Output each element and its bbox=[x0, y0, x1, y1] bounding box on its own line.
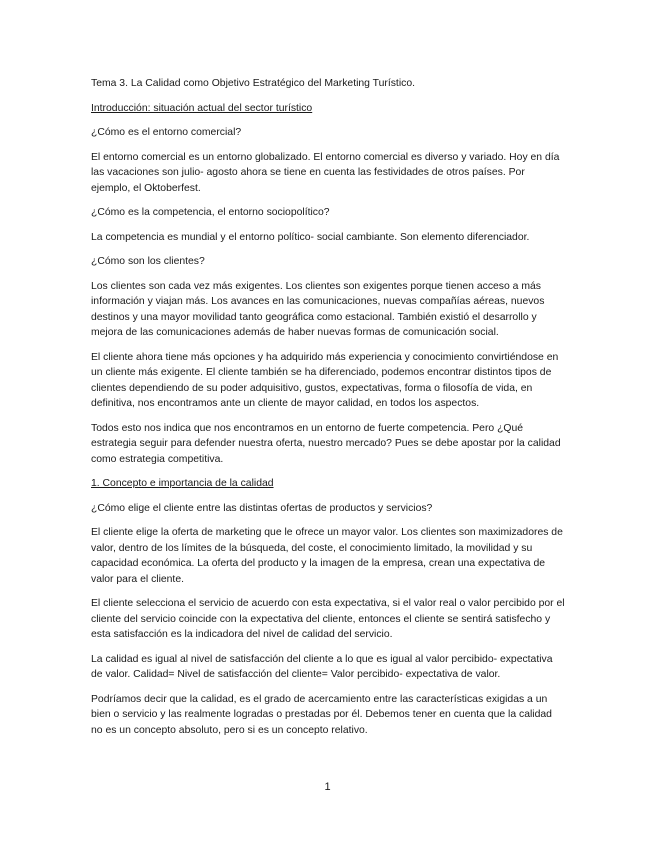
paragraph: La competencia es mundial y el entorno político- social cambiante. Son elemento diferenciador. bbox=[91, 231, 530, 243]
question-clients: ¿Cómo son los clientes? bbox=[91, 256, 205, 267]
paragraph: Todos esto nos indica que nos encontramos en un entorno de fuerte competencia. Pero ¿Qué estrategia seguir para defender nuestra oferta, nuestro mercado? Pues se debe apostar por la calidad como estrategia competitiva. bbox=[91, 422, 561, 465]
document-body bbox=[91, 76, 565, 747]
paragraph: El cliente selecciona el servicio de acuerdo con esta expectativa, si el valor real o valor percibido por el cliente del servicio coincide con la expectativa del cliente, entonces el cliente se sentirá satisfecho y esta satisfacción es la indicadora del nivel de calidad del servicio. bbox=[91, 598, 565, 640]
paragraph: El entorno comercial es un entorno globalizado. El entorno comercial es diverso y variado. Hoy en día las vacaciones son julio- agosto ahora se tiene en cuenta las festividades de otros países. Por ejemplo, el Oktoberfest. bbox=[91, 151, 560, 194]
section-heading-intro: Introducción: situación actual del sector turístico bbox=[91, 102, 313, 114]
document-title: Tema 3. La Calidad como Objetivo Estratégico del Marketing Turístico. bbox=[91, 78, 415, 89]
page-number: 1 bbox=[324, 781, 331, 793]
paragraph: Podríamos decir que la calidad, es el grado de acercamiento entre las características exigidas a un bien o servicio y las realmente logradas o prestadas por él. Debemos tener en cuenta que la calidad no es un concepto absoluto, pero si es un concepto relativo. bbox=[91, 693, 552, 736]
question-client-choice: ¿Cómo elige el cliente entre las distintas ofertas de productos y servicios? bbox=[91, 502, 433, 514]
paragraph: Los clientes son cada vez más exigentes. Los clientes son exigentes porque tienen acceso a más información y viajan más. Los avances en las comunicaciones, nuevas compañías aéreas, nuevos destinos y una mayor movilidad tanto geográfica como estacional. También existió el desarrollo y mejora de las comunicaciones además de haber nuevas formas de comunicación social. bbox=[91, 280, 545, 338]
section-heading-quality-concept: 1. Concepto e importancia de la calidad bbox=[91, 478, 274, 489]
paragraph: La calidad es igual al nivel de satisfacción del cliente a lo que es igual al valor percibido- expectativa de valor. Calidad= Nivel de satisfacción del cliente= Valor percibido- expectativa de valor. bbox=[91, 653, 553, 680]
question-competition: ¿Cómo es la competencia, el entorno sociopolítico? bbox=[91, 207, 330, 218]
paragraph: El cliente elige la oferta de marketing que le ofrece un mayor valor. Los clientes son maximizadores de valor, dentro de los límites de la búsqueda, del coste, el conocimiento limitado, la movilidad y su capacidad económica. La oferta del producto y la imagen de la empresa, crean una expectativa de valor para el cliente. bbox=[91, 527, 563, 585]
paragraph: El cliente ahora tiene más opciones y ha adquirido más experiencia y conocimiento convirtiéndose en un cliente más exigente. El cliente también se ha diferenciado, podemos encontrar distintos tipos de clientes dependiendo de su poder adquisitivo, gustos, expectativas, forma o filosofía de vida, en definitiva, nos encontramos ante un cliente de mayor calidad, en todos los aspectos. bbox=[91, 351, 559, 409]
question-commercial-environment: ¿Cómo es el entorno comercial? bbox=[91, 127, 242, 138]
